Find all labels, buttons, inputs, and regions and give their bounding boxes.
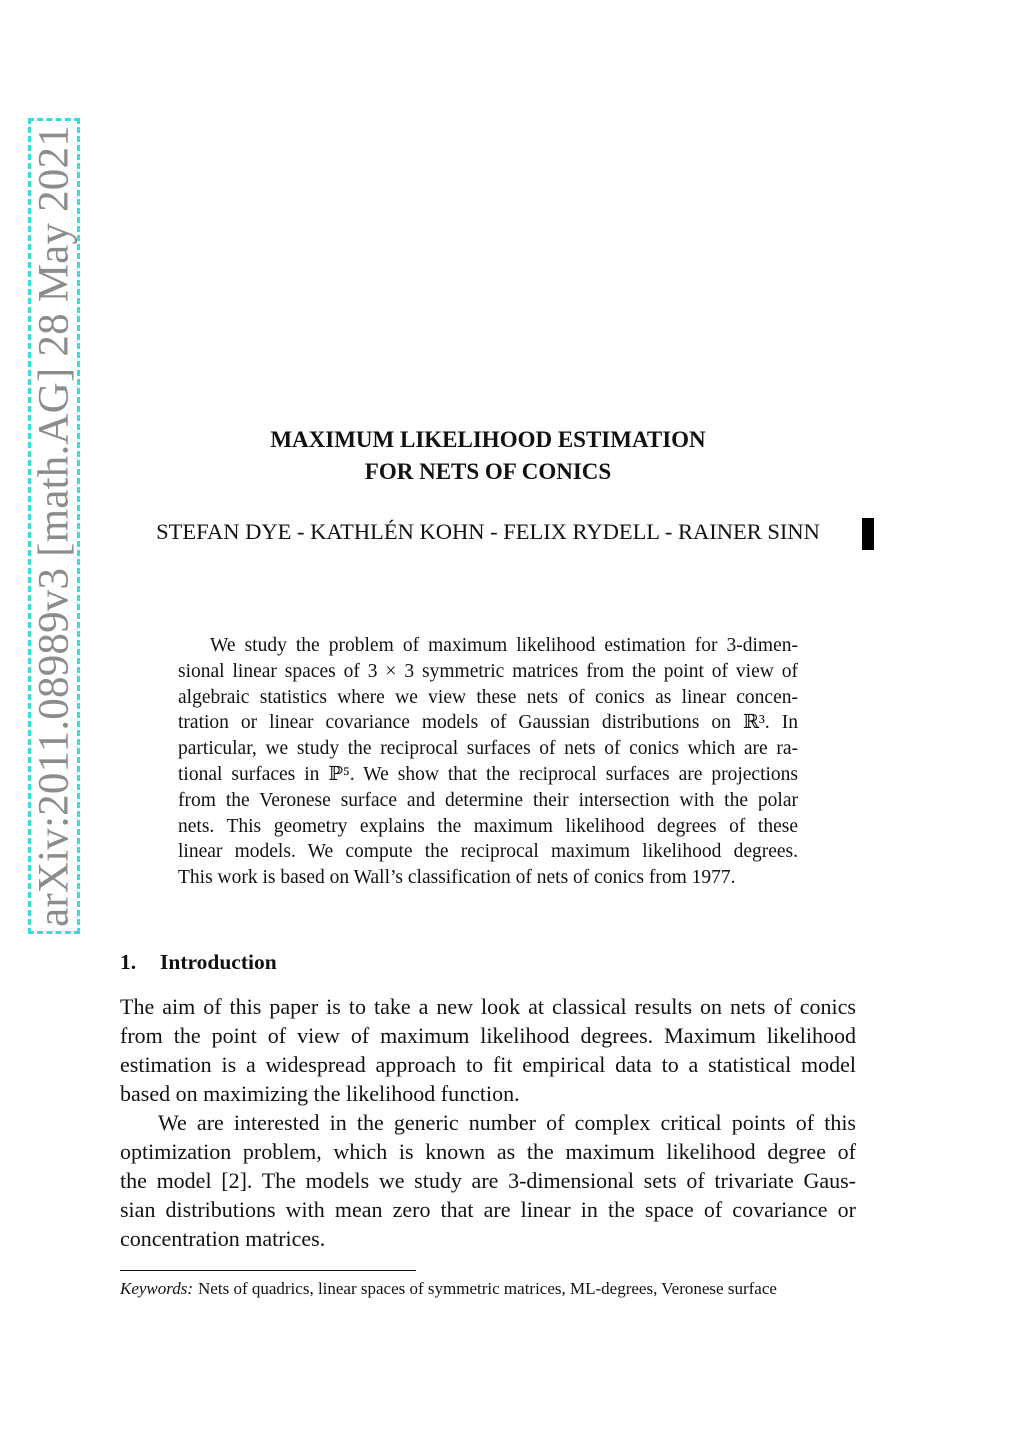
abstract-line: from the Veronese surface and determine their intersection with the polar xyxy=(178,789,798,811)
paper-title xyxy=(120,424,856,488)
paragraph-1-line: estimation is a widespread approach to fit empirical data to a statistical model xyxy=(120,1052,856,1077)
abstract-line: nets. This geometry explains the maximum likelihood degrees of these xyxy=(178,815,798,837)
abstract-line: algebraic statistics where we view these nets of conics as linear concen- xyxy=(178,686,798,708)
paragraph-1-line: from the point of view of maximum likelihood degrees. Maximum likelihood xyxy=(120,1023,856,1048)
paragraph-2-line: We are interested in the generic number of complex critical points of this xyxy=(158,1110,856,1135)
abstract-line: tration or linear covariance models of Gaussian distributions on ℝ³. In xyxy=(178,712,798,734)
keywords-text: Nets of quadrics, linear spaces of symmetric matrices, ML-degrees, Veronese surface xyxy=(198,1279,777,1298)
section-title: Introduction xyxy=(160,950,277,974)
paragraph-1-line: The aim of this paper is to take a new look at classical results on nets of conics xyxy=(120,994,856,1019)
abstract-line: sional linear spaces of 3 × 3 symmetric matrices from the point of view of xyxy=(178,660,798,682)
keywords-footnote xyxy=(120,1277,860,1301)
overfull-box-marker xyxy=(862,518,874,550)
paragraph-1-line: based on maximizing the likelihood function. xyxy=(120,1081,520,1106)
abstract xyxy=(178,633,798,891)
abstract-line: This work is based on Wall’s classification of nets of conics from 1977. xyxy=(178,867,736,889)
abstract-line: linear models. We compute the reciprocal maximum likelihood degrees. xyxy=(178,841,798,863)
introduction-body xyxy=(120,992,856,1253)
paragraph-2-line: concentration matrices. xyxy=(120,1226,326,1251)
arxiv-stamp xyxy=(28,118,80,934)
section-heading xyxy=(120,948,277,976)
paragraph-2-line: sian distributions with mean zero that are linear in the space of covariance or xyxy=(120,1197,856,1222)
paragraph-2-line: the model [2]. The models we study are 3-dimensional sets of trivariate Gaus- xyxy=(120,1168,856,1193)
abstract-line: particular, we study the reciprocal surfaces of nets of conics which are ra- xyxy=(178,738,798,760)
title-line-2: FOR NETS OF CONICS xyxy=(364,459,612,484)
author-list: STEFAN DYE - KATHLÉN KOHN - FELIX RYDELL - RAINER SINN xyxy=(156,519,820,544)
title-line-1: MAXIMUM LIKELIHOOD ESTIMATION xyxy=(270,427,706,452)
paragraph-2-line: optimization problem, which is known as the maximum likelihood degree of xyxy=(120,1139,856,1164)
abstract-line: We study the problem of maximum likelihood estimation for 3-dimen- xyxy=(210,635,798,656)
section-number: 1. xyxy=(120,950,137,974)
arxiv-identifier: arXiv:2011.08989v3 [math.AG] 28 May 2021 xyxy=(30,125,78,927)
keywords-label: Keywords: xyxy=(120,1279,194,1298)
abstract-line: tional surfaces in ℙ⁵. We show that the reciprocal surfaces are projections xyxy=(178,763,798,785)
footnote-rule xyxy=(120,1270,416,1271)
